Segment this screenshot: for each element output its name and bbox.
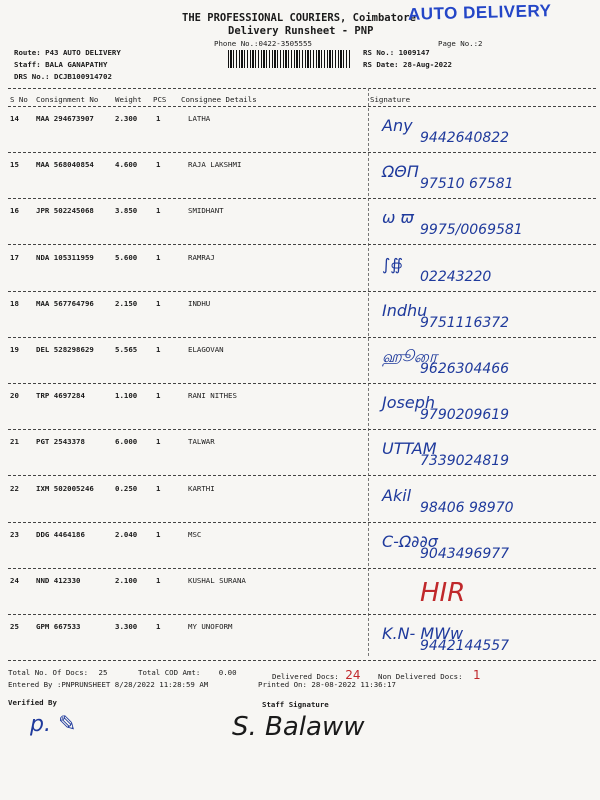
- row-signature: C-Ω∂∂σ: [382, 531, 438, 551]
- col-signature: Signature: [370, 95, 411, 104]
- row-phone: 7339024819: [420, 453, 510, 470]
- drs-number: DRS No.: DCJB100914702: [14, 72, 112, 81]
- row-consignment: IXM 502005246: [36, 483, 94, 493]
- row-consignment: PGT 2543378: [36, 437, 85, 447]
- row-sno: 24: [10, 576, 19, 585]
- row-sno: 19: [10, 345, 19, 354]
- verified-by: Verified By: [8, 698, 57, 707]
- row-weight: 2.040: [115, 529, 138, 539]
- row-consignment: NND 412330: [36, 576, 81, 585]
- cod-amount: [138, 668, 237, 677]
- row-consignee: INDHU: [188, 298, 211, 308]
- row-divider: [8, 198, 596, 199]
- row-divider: [8, 291, 596, 292]
- col-consignee: Consignee Details: [181, 95, 257, 104]
- row-sno: 23: [10, 529, 19, 539]
- row-phone: 9043496977: [420, 545, 510, 562]
- row-sno: 16: [10, 206, 19, 216]
- row-weight: 2.150: [115, 298, 138, 308]
- row-sno: 21: [10, 437, 19, 447]
- row-divider: [8, 337, 596, 338]
- cod-value: 0.00: [218, 668, 237, 677]
- row-consignment: TRP 4697284: [36, 391, 85, 401]
- row-phone: 97510 67581: [420, 176, 514, 193]
- col-sno: S No: [10, 95, 28, 104]
- page-number: Page No.:2: [438, 39, 483, 48]
- row-consignee: RANI NITHES: [188, 391, 237, 401]
- row-weight: 6.000: [115, 437, 138, 447]
- total-docs-value: 25: [98, 668, 108, 677]
- row-weight: 0.250: [115, 483, 138, 493]
- staff: Staff: BALA GANAPATHY: [14, 60, 108, 69]
- row-pcs: 1: [156, 114, 161, 123]
- row-weight: 3.300: [115, 622, 138, 632]
- row-pcs: 1: [156, 529, 161, 539]
- row-consignee: RAMRAJ: [188, 252, 215, 262]
- row-sno: 25: [10, 622, 19, 632]
- row-divider: [8, 383, 596, 384]
- non-delivered-value: 1: [473, 668, 481, 682]
- row-consignment: DEL 528298629: [36, 345, 94, 354]
- row-signature: ∫∯: [382, 254, 403, 274]
- row-signature: Joseph: [382, 393, 435, 413]
- row-phone: 9442640822: [420, 130, 510, 146]
- row-pcs: 1: [156, 622, 161, 632]
- row-weight: 2.300: [115, 114, 138, 123]
- row-sno: 17: [10, 252, 19, 262]
- row-weight: 4.600: [115, 160, 138, 170]
- row-signature: Any: [382, 116, 413, 135]
- row-consignee: MY UNOFORM: [188, 622, 233, 632]
- row-consignment: MAA 294673907: [36, 114, 94, 123]
- row-phone: 02243220: [420, 268, 492, 285]
- row-pcs: 1: [156, 576, 161, 585]
- col-weight: Weight: [115, 95, 142, 104]
- row-divider: [8, 614, 596, 615]
- auto-delivery-stamp: AUTO DELIVERY: [407, 1, 552, 24]
- row-signature: ω ϖ: [382, 208, 414, 228]
- row-pcs: 1: [156, 206, 161, 216]
- row-sno: 15: [10, 160, 19, 170]
- row-consignment: NDA 105311959: [36, 252, 94, 262]
- row-phone: 9626304466: [420, 361, 510, 377]
- row-phone: 9790209619: [420, 407, 510, 424]
- row-pcs: 1: [156, 391, 161, 401]
- row-pcs: 1: [156, 252, 161, 262]
- row-consignee: RAJA LAKSHMI: [188, 160, 242, 170]
- row-consignment: MAA 567764796: [36, 298, 94, 308]
- row-consignee: KUSHAL SURANA: [188, 576, 246, 585]
- total-docs: [8, 668, 107, 677]
- row-weight: 5.600: [115, 252, 138, 262]
- row-weight: 5.565: [115, 345, 138, 354]
- row-pcs: 1: [156, 345, 161, 354]
- row-weight: 3.850: [115, 206, 138, 216]
- row-signature: Indhu: [382, 300, 428, 320]
- rs-number: RS No.: 1009147: [363, 48, 430, 57]
- company-name: THE PROFESSIONAL COURIERS, Coimbatore: [182, 12, 416, 24]
- delivered-value: 24: [345, 668, 361, 682]
- row-divider: [8, 429, 596, 430]
- row-consignee: TALWAR: [188, 437, 215, 447]
- row-phone: 9975/0069581: [420, 222, 523, 239]
- row-pcs: 1: [156, 437, 161, 447]
- non-delivered-label: Non Delivered Docs:: [378, 672, 463, 681]
- cod-label: Total COD Amt:: [138, 668, 201, 677]
- row-signature: HIR: [420, 578, 466, 608]
- signature-column-rule: [368, 88, 369, 656]
- phone-number: Phone No.:0422-3505555: [214, 39, 312, 48]
- header-rule-top: [8, 88, 596, 89]
- row-divider: [8, 522, 596, 523]
- total-docs-label: Total No. Of Docs:: [8, 668, 89, 677]
- row-signature: ΩΘΠ: [382, 162, 419, 182]
- row-divider: [8, 568, 596, 569]
- row-consignment: GPM 667533: [36, 622, 81, 632]
- row-signature: UTTAM: [382, 439, 437, 459]
- row-phone: 9751116372: [420, 314, 510, 331]
- row-pcs: 1: [156, 160, 161, 170]
- row-sno: 14: [10, 114, 19, 123]
- row-sno: 20: [10, 391, 19, 401]
- header-rule-bottom: [8, 106, 596, 107]
- row-weight: 2.100: [115, 576, 138, 585]
- row-consignee: MSC: [188, 529, 202, 539]
- route: Route: P43 AUTO DELIVERY: [14, 48, 121, 57]
- row-consignment: DDG 4464186: [36, 529, 85, 539]
- staff-signature-label: Staff Signature: [262, 700, 329, 709]
- row-pcs: 1: [156, 298, 161, 308]
- row-consignee: SMIDHANT: [188, 206, 224, 216]
- row-consignee: KARTHI: [188, 483, 215, 493]
- delivered-label: Delivered Docs:: [272, 672, 339, 681]
- row-signature: ஹூரை: [382, 347, 438, 366]
- row-consignment: MAA 568040854: [36, 160, 94, 170]
- row-phone: 98406 98970: [420, 499, 514, 516]
- col-consignment: Consignment No: [36, 95, 99, 104]
- row-weight: 1.100: [115, 391, 138, 401]
- row-sno: 22: [10, 483, 19, 493]
- row-pcs: 1: [156, 483, 161, 493]
- row-consignee: LATHA: [188, 114, 211, 123]
- row-sno: 18: [10, 298, 19, 308]
- row-divider: [8, 244, 596, 245]
- col-pcs: PCS: [153, 95, 167, 104]
- verifier-signature: p. ✎: [30, 712, 77, 737]
- row-consignment: JPR 502245068: [36, 206, 94, 216]
- row-divider: [8, 475, 596, 476]
- row-consignee: ELAGOVAN: [188, 345, 224, 354]
- row-signature: Akil: [382, 485, 412, 505]
- row-divider: [8, 152, 596, 153]
- footer-rule: [8, 660, 596, 661]
- barcode: [228, 50, 350, 68]
- rs-date: RS Date: 28-Aug-2022: [363, 60, 452, 69]
- entered-by: Entered By :PNPRUNSHEET 8/28/2022 11:28:59 AM: [8, 680, 209, 689]
- row-phone: 9442144557: [420, 638, 510, 655]
- row-signature: K.N- MWw: [382, 624, 464, 644]
- document-subtitle: Delivery Runsheet - PNP: [228, 25, 374, 37]
- printed-on: Printed On: 28-08-2022 11:36:17: [258, 680, 396, 689]
- staff-signature: S. Balaww: [232, 712, 365, 742]
